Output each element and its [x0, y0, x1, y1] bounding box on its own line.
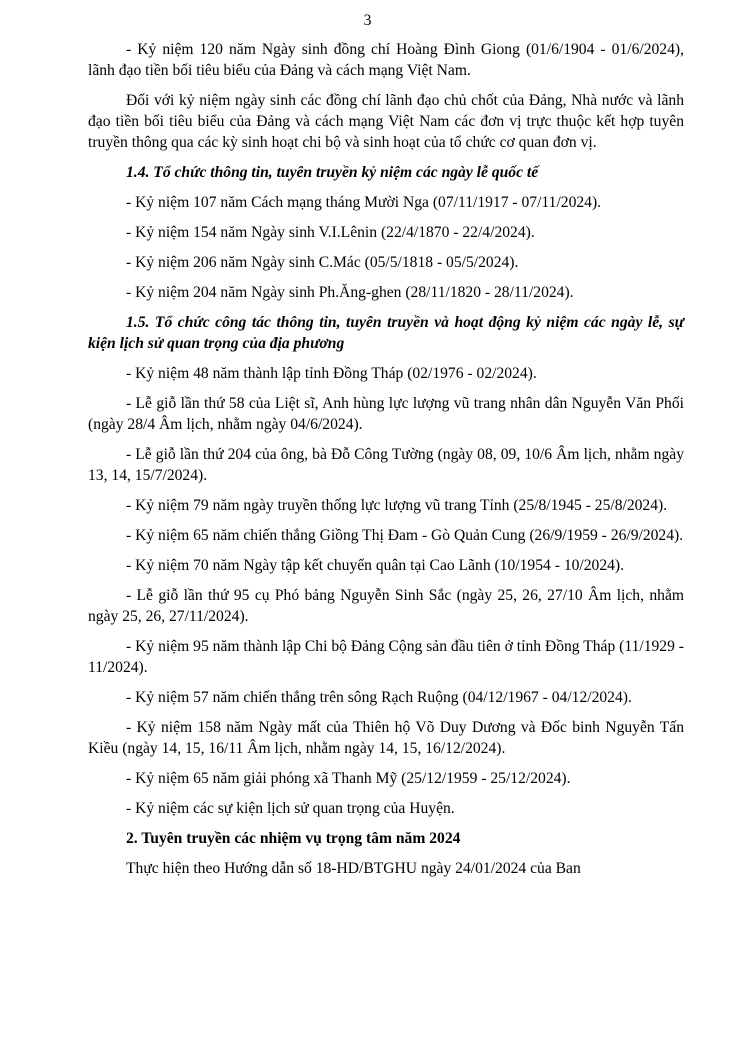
list-item: - Kỷ niệm 79 năm ngày truyền thống lực lượng vũ trang Tỉnh (25/8/1945 - 25/8/2024). [126, 497, 668, 514]
list-item: - Kỷ niệm 70 năm Ngày tập kết chuyển quân tại Cao Lãnh (10/1954 - 10/2024). [126, 557, 625, 574]
list-item: - Lễ giỗ lần thứ 95 cụ Phó bảng Nguyễn Sinh Sắc (ngày 25, 26, 27/10 Âm lịch, nhằm ngày 25, 26, 27/11/2024). [88, 587, 684, 625]
list-item: - Kỷ niệm 48 năm thành lập tỉnh Đồng Tháp (02/1976 - 02/2024). [126, 365, 537, 382]
list-item: - Lễ giỗ lần thứ 58 của Liệt sĩ, Anh hùng lực lượng vũ trang nhân dân Nguyễn Văn Phối (ngày 28/4 Âm lịch, nhằm ngày 04/6/2024). [88, 395, 684, 433]
document-body [88, 39, 684, 888]
list-item: - Kỷ niệm 95 năm thành lập Chi bộ Đảng Cộng sản đầu tiên ở tỉnh Đồng Tháp (11/1929 - 11/2024). [88, 638, 684, 676]
list-item: - Lễ giỗ lần thứ 204 của ông, bà Đỗ Công Tường (ngày 08, 09, 10/6 Âm lịch, nhằm ngày 13, 14, 15/7/2024). [88, 446, 684, 484]
paragraph: - Kỷ niệm 120 năm Ngày sinh đồng chí Hoàng Đình Giong (01/6/1904 - 01/6/2024), lãnh đạo tiền bối tiêu biểu của Đảng và cách mạng Việt Nam. [88, 41, 684, 79]
list-item: - Kỷ niệm 204 năm Ngày sinh Ph.Ăng-ghen (28/11/1820 - 28/11/2024). [126, 284, 574, 301]
list-item: - Kỷ niệm 65 năm chiến thắng Giồng Thị Đam - Gò Quản Cung (26/9/1959 - 26/9/2024). [126, 527, 684, 544]
list-item: - Kỷ niệm 158 năm Ngày mất của Thiên hộ Võ Duy Dương và Đốc binh Nguyễn Tấn Kiều (ngày 14, 15, 16/11 Âm lịch, nhằm ngày 14, 15, 16/12/2024). [88, 719, 684, 757]
list-item: - Kỷ niệm 107 năm Cách mạng tháng Mười Nga (07/11/1917 - 07/11/2024). [126, 194, 602, 211]
list-item: - Kỷ niệm 154 năm Ngày sinh V.I.Lênin (22/4/1870 - 22/4/2024). [126, 224, 535, 241]
page-number: 3 [363, 12, 372, 29]
section-heading-2: 2. Tuyên truyền các nhiệm vụ trọng tâm năm 2024 [126, 830, 461, 847]
list-item: - Kỷ niệm các sự kiện lịch sử quan trọng của Huyện. [126, 800, 455, 817]
section-heading-1-4: 1.4. Tổ chức thông tin, tuyên truyền kỷ niệm các ngày lễ quốc tế [126, 164, 539, 181]
paragraph: Thực hiện theo Hướng dẫn số 18-HD/BTGHU ngày 24/01/2024 của Ban [126, 860, 581, 877]
list-item: - Kỷ niệm 57 năm chiến thắng trên sông Rạch Ruộng (04/12/1967 - 04/12/2024). [126, 689, 632, 706]
list-item: - Kỷ niệm 65 năm giải phóng xã Thanh Mỹ (25/12/1959 - 25/12/2024). [126, 770, 571, 787]
paragraph: Đối với kỷ niệm ngày sinh các đồng chí lãnh đạo chủ chốt của Đảng, Nhà nước và lãnh đạo tiền bối tiêu biểu của Đảng và cách mạng Việt Nam các đơn vị trực thuộc kết hợp tuyên truyền thông qua các kỳ sinh hoạt chi bộ và sinh hoạt của tổ chức cơ quan đơn vị. [88, 92, 684, 151]
list-item: - Kỷ niệm 206 năm Ngày sinh C.Mác (05/5/1818 - 05/5/2024). [126, 254, 519, 271]
section-heading-1-5: 1.5. Tổ chức công tác thông tin, tuyên truyền và hoạt động kỷ niệm các ngày lễ, sự kiện lịch sử quan trọng của địa phương [88, 314, 684, 352]
